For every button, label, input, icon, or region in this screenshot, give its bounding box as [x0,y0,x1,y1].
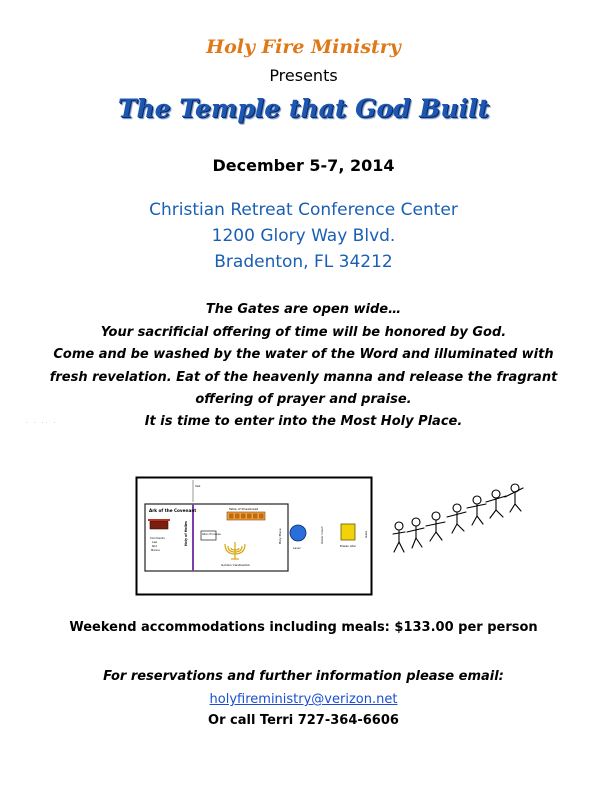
presents-text: Presents [269,66,338,85]
event-title: The Temple that God Built [117,94,490,123]
temple-sanctuary-wall [145,504,288,571]
ark-lid-icon [148,519,170,521]
stick-figure-icon [407,518,424,548]
event-date: December 5-7, 2014 [212,156,395,175]
phone-line: Or call Terri 727-364-6606 [208,713,399,728]
venue-address-line1: 1200 Glory Way Blvd. [211,226,396,246]
ark-content: Law [152,541,158,544]
stick-figure-icon [486,490,506,518]
stick-figure-icon [447,504,466,533]
message-line: The Gates are open wide… [205,302,402,317]
email-link[interactable]: holyfireministry@verizon.net [209,692,398,707]
dancing-people-illustration [385,480,535,560]
ark-label: Ark of the Covenant [149,508,197,513]
reservations-text: For reservations and further information please email: [103,669,504,684]
message-line: Come and be washed by the water of the Word and illuminated with [53,347,554,362]
ark-content: Rod [152,545,157,548]
holy-of-holies-label: Holy of Holies [184,521,188,546]
stick-figure-icon [467,496,486,525]
shewbread-label: Table of Shewbread [229,507,259,511]
laver-label: Laver [293,546,301,550]
scan-specks: · · ·· · [26,420,58,427]
venue-address-line2: Bradenton, FL 34212 [214,252,393,272]
altar-of-incense-label: Altar of Incense [202,533,221,536]
temple-outer-wall [137,478,372,595]
outer-court-label: Outer Court [320,526,324,544]
golden-candlestick-icon [225,542,245,559]
brazen-altar-label: Brazen Altar [340,545,357,548]
holy-place-label: Holy Place [278,528,282,544]
golden-candlestick-label: Golden Candlestick [221,563,250,567]
laver-icon [290,525,306,541]
message-line: Your sacrificial offering of time will be honored by God. [100,325,507,340]
venue-name: Christian Retreat Conference Center [149,200,458,220]
ministry-name: Holy Fire Ministry [206,36,401,58]
temple-diagram [135,476,373,596]
brazen-altar-icon [341,524,355,540]
message-line: fresh revelation. Eat of the heavenly manna and release the fragrant [49,370,558,385]
ark-content: Manna [151,549,160,552]
stick-figure-icon [505,484,523,512]
ark-of-covenant-icon [150,521,168,529]
stick-figure-icon [426,512,445,541]
veil-label: Veil [195,484,201,488]
ark-content: Commands [150,537,165,540]
stick-figure-icon [393,522,405,552]
message-line: It is time to enter into the Most Holy Place. [144,414,463,429]
gate-label: Gate [364,530,368,538]
message-line: offering of prayer and praise. [195,392,412,407]
accommodations-text: Weekend accommodations including meals: $133.00 per person [69,620,538,635]
